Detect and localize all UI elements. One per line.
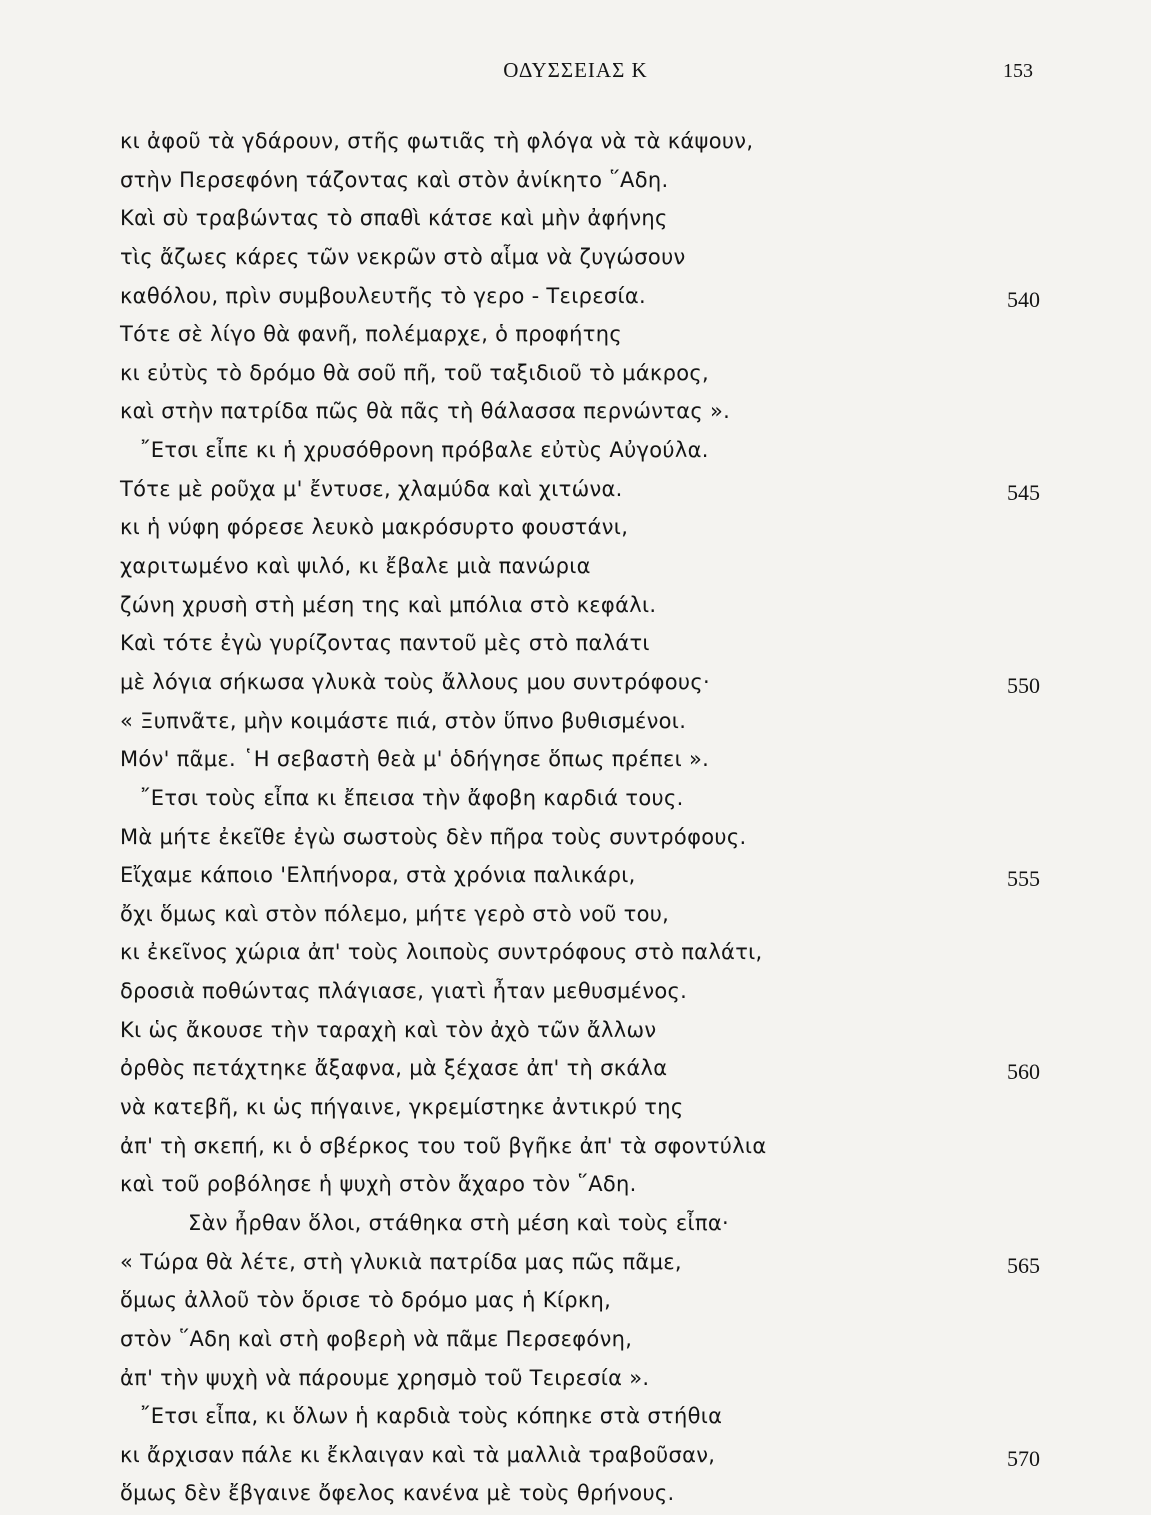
verse-text: χαριτωμένο καὶ ψιλό, κι ἔβαλε μιὰ πανώρια (120, 554, 591, 579)
verse-text: ῎Ετσι εἶπε κι ἡ χρυσόθρονη πρόβαλε εὐτὺς Αὐγούλα. (140, 438, 709, 463)
verse-line (120, 431, 1044, 470)
verse-line (120, 856, 1044, 895)
line-number: 540 (1007, 286, 1040, 312)
line-number: 555 (1007, 866, 1040, 892)
verse-text: Τότε μὲ ροῦχα μ' ἔντυσε, χλαμύδα καὶ χιτώνα. (120, 476, 623, 501)
verse-text: Κι ὡς ἄκουσε τὴν ταραχὴ καὶ τὸν ἀχὸ τῶν ἄλλων (120, 1017, 657, 1042)
verse-text: κι ἀφοῦ τὰ γδάρουν, στῆς φωτιᾶς τὴ φλόγα νὰ τὰ κάψουν, (120, 129, 754, 153)
verse-line (120, 470, 1044, 509)
verse-text: στὴν Περσεφόνη τάζοντας καὶ στὸν ἀνίκητο ῞Αδη. (120, 167, 669, 192)
verse-line (120, 1474, 1044, 1513)
verse-line (120, 1436, 1044, 1475)
verse-list (120, 122, 1044, 1513)
verse-text: καὶ στὴν πατρίδα πῶς θὰ πᾶς τὴ θάλασσα περνώντας ». (120, 399, 731, 424)
verse-text: Τότε σὲ λίγο θὰ φανῆ, πολέμαρχε, ὁ προφήτης (120, 322, 622, 347)
verse-text: ῎Ετσι τοὺς εἶπα κι ἔπεισα τὴν ἄφοβη καρδιά τους. (140, 785, 684, 810)
line-number: 550 (1007, 672, 1040, 698)
verse-line (120, 663, 1044, 702)
verse-line (120, 122, 1044, 161)
verse-text: ῎Ετσι εἶπα, κι ὅλων ἡ καρδιὰ τοὺς κόπηκε στὰ στήθια (140, 1404, 723, 1429)
verse-text: καὶ τοῦ ροβόλησε ἡ ψυχὴ στὸν ἄχαρο τὸν ῞Αδη. (120, 1172, 637, 1197)
verse-line (120, 1049, 1044, 1088)
verse-text: Καὶ τότε ἐγὼ γυρίζοντας παντοῦ μὲς στὸ παλάτι (120, 631, 650, 656)
verse-line (120, 740, 1044, 779)
verse-line (120, 1088, 1044, 1127)
verse-text: Μόν' πᾶμε. ῾Η σεβαστὴ θεὰ μ' ὁδήγησε ὅπως πρέπει ». (120, 747, 710, 772)
verse-line (120, 1127, 1044, 1166)
running-title: ΟΔΥΣΣΕΙΑΣ Κ (503, 58, 648, 82)
verse-text: δροσιὰ ποθώντας πλάγιασε, γιατὶ ἦταν μεθυσμένος. (120, 979, 688, 1004)
verse-text: ὄχι ὅμως καὶ στὸν πόλεμο, μήτε γερὸ στὸ νοῦ του, (120, 901, 670, 926)
verse-text: στὸν ῞Αδη καὶ στὴ φοβερὴ νὰ πᾶμε Περσεφόνη, (120, 1326, 633, 1351)
verse-text: ἀπ' τὴ σκεπή, κι ὁ σβέρκος του τοῦ βγῆκε ἀπ' τὰ σφοντύλια (120, 1133, 767, 1158)
verse-text: ὅμως δὲν ἔβγαινε ὄφελος κανένα μὲ τοὺς θρήνους. (120, 1481, 675, 1506)
verse-text: « Ξυπνᾶτε, μὴν κοιμάστε πιά, στὸν ὕπνο βυθισμένοι. (120, 708, 687, 733)
verse-line (120, 1281, 1044, 1320)
verse-line (120, 354, 1044, 393)
verse-line (120, 238, 1044, 277)
verse-line (120, 508, 1044, 547)
line-number: 560 (1007, 1059, 1040, 1085)
line-number: 565 (1007, 1252, 1040, 1278)
verse-text: Καὶ σὺ τραβώντας τὸ σπαθὶ κάτσε καὶ μὴν ἀφήνης (120, 206, 668, 231)
verse-text: « Τώρα θὰ λέτε, στὴ γλυκιὰ πατρίδα μας πῶς πᾶμε, (120, 1249, 682, 1274)
verse-line (120, 1397, 1044, 1436)
verse-text: ὅμως ἀλλοῦ τὸν ὅρισε τὸ δρόμο μας ἡ Κίρκη, (120, 1288, 612, 1313)
verse-text: ἀπ' τὴν ψυχὴ νὰ πάρουμε χρησμὸ τοῦ Τειρεσία ». (120, 1365, 650, 1390)
verse-text: Εἴχαμε κάποιο 'Ελπήνορα, στὰ χρόνια παλικάρι, (120, 863, 636, 888)
verse-text: κι εὐτὺς τὸ δρόμο θὰ σοῦ πῆ, τοῦ ταξιδιοῦ τὸ μάκρος, (120, 360, 709, 385)
page-number: 153 (1003, 60, 1033, 82)
verse-line (120, 972, 1044, 1011)
verse-text: καθόλου, πρὶν συμβουλευτῆς τὸ γερο - Τειρεσία. (120, 283, 647, 308)
verse-line (120, 277, 1044, 316)
verse-line (120, 702, 1044, 741)
verse-text: κι ἡ νύφη φόρεσε λευκὸ μακρόσυρτο φουστάνι, (120, 515, 629, 540)
verse-text: Σὰν ἦρθαν ὅλοι, στάθηκα στὴ μέση καὶ τοὺς εἶπα· (188, 1210, 729, 1235)
verse-line (120, 199, 1044, 238)
verse-line (120, 895, 1044, 934)
verse-text: ζώνη χρυσὴ στὴ μέση της καὶ μπόλια στὸ κεφάλι. (120, 592, 657, 617)
verse-line (120, 392, 1044, 431)
verse-line (120, 1011, 1044, 1050)
verse-line (120, 624, 1044, 663)
verse-line (120, 1320, 1044, 1359)
verse-line (120, 933, 1044, 972)
verse-line (120, 161, 1044, 200)
verse-line (120, 586, 1044, 625)
verse-text: Μὰ μήτε ἐκεῖθε ἐγὼ σωστοὺς δὲν πῆρα τοὺς συντρόφους. (120, 824, 747, 849)
verse-text: μὲ λόγια σήκωσα γλυκὰ τοὺς ἄλλους μου συντρόφους· (120, 669, 710, 694)
verse-text: νὰ κατεβῆ, κι ὡς πήγαινε, γκρεμίστηκε ἀντικρύ της (120, 1095, 684, 1120)
verse-line (120, 315, 1044, 354)
verse-line (120, 1243, 1044, 1282)
verse-line (120, 1359, 1044, 1398)
line-number: 545 (1007, 479, 1040, 505)
verse-line (120, 1204, 1044, 1243)
verse-line (120, 547, 1044, 586)
line-number: 570 (1007, 1445, 1040, 1471)
verse-text: κι ἐκεῖνος χώρια ἀπ' τοὺς λοιποὺς συντρόφους στὸ παλάτι, (120, 940, 763, 965)
verse-text: τὶς ἄζωες κάρες τῶν νεκρῶν στὸ αἷμα νὰ ζυγώσουν (120, 244, 686, 269)
verse-line (120, 818, 1044, 857)
verse-text: ὀρθὸς πετάχτηκε ἄξαφνα, μὰ ξέχασε ἀπ' τὴ σκάλα (120, 1056, 668, 1081)
verse-line (120, 1165, 1044, 1204)
verse-line (120, 779, 1044, 818)
verse-text: κι ἄρχισαν πάλε κι ἔκλαιγαν καὶ τὰ μαλλιὰ τραβοῦσαν, (120, 1442, 716, 1467)
